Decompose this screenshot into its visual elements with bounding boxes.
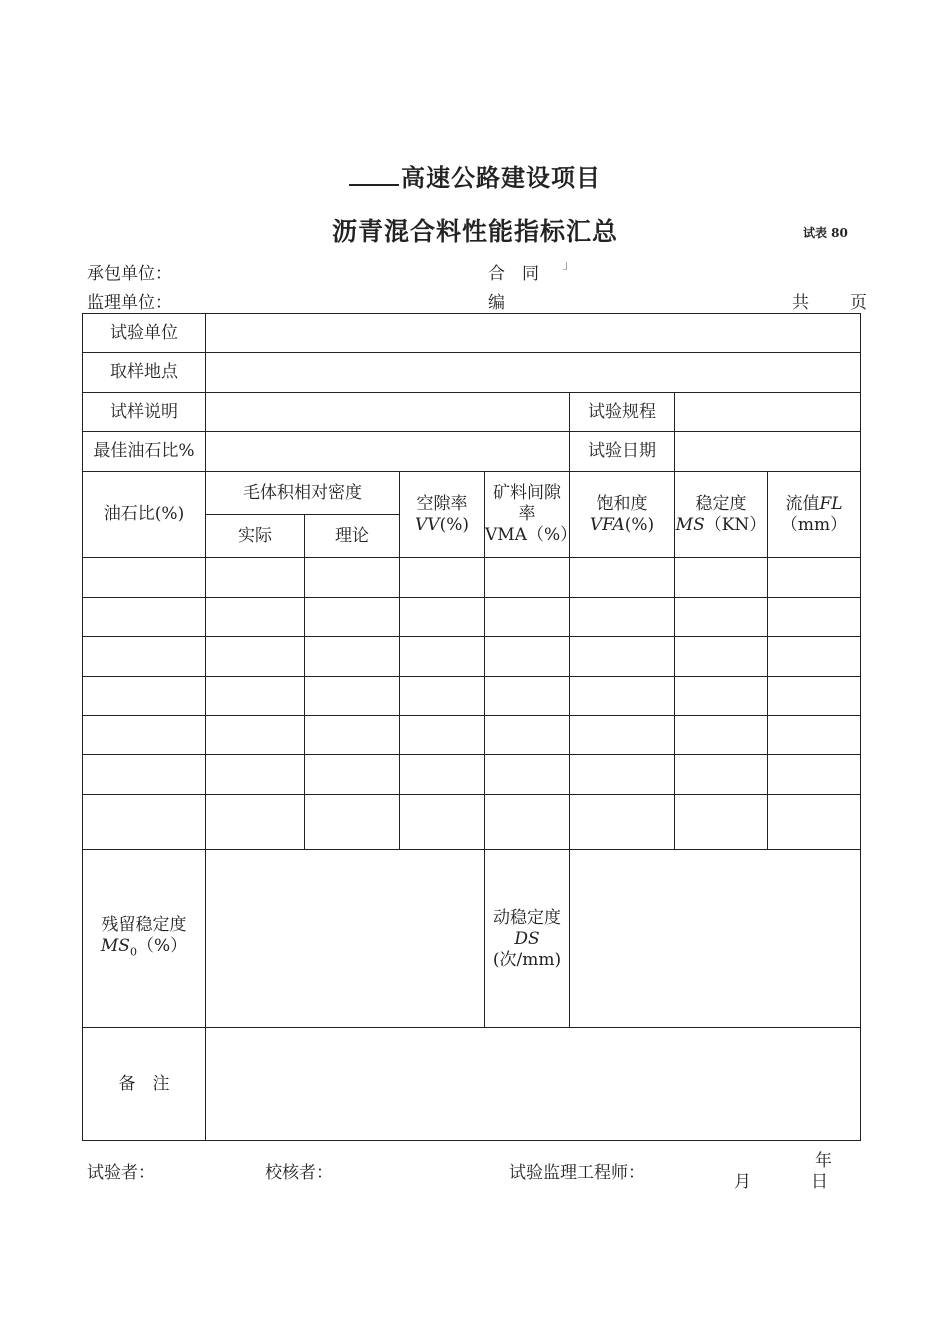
column-header-row-1 — [83, 472, 861, 515]
sampling-site-row — [83, 353, 861, 393]
form-title: 沥青混合料性能指标汇总 — [331, 217, 618, 246]
col-flow-symbol: FL — [819, 493, 843, 514]
stability-row — [83, 850, 861, 1028]
remarks-row — [83, 1028, 861, 1141]
test-date-label: 试验日期 — [570, 432, 675, 472]
sampling-site-value[interactable] — [206, 353, 861, 393]
residual-stability-subscript: 0 — [129, 945, 137, 959]
best-ratio-label: 最佳油石比% — [83, 432, 206, 472]
data-row — [83, 755, 861, 795]
cell[interactable] — [83, 716, 206, 755]
cell[interactable] — [768, 598, 861, 637]
cell[interactable] — [206, 755, 305, 795]
cell[interactable] — [400, 598, 485, 637]
serial-label: 编 — [488, 293, 505, 313]
cell[interactable] — [400, 558, 485, 598]
contract-mark: 」 — [563, 258, 574, 271]
cell[interactable] — [768, 558, 861, 598]
col-stability-unit: （KN） — [704, 514, 767, 535]
col-theory: 理论 — [305, 515, 400, 558]
test-spec-value[interactable] — [675, 393, 861, 432]
cell[interactable] — [768, 677, 861, 716]
cell[interactable] — [305, 637, 400, 677]
cell[interactable] — [675, 598, 768, 637]
cell[interactable] — [570, 716, 675, 755]
col-flow-label: 流值 — [785, 493, 820, 514]
cell[interactable] — [305, 755, 400, 795]
engineer-label: 试验监理工程师： — [509, 1163, 645, 1183]
cell[interactable] — [485, 598, 570, 637]
checker-label: 校核者： — [265, 1163, 333, 1183]
dynamic-stability-label — [485, 850, 570, 1028]
best-ratio-row — [83, 432, 861, 472]
cell[interactable] — [83, 755, 206, 795]
cell[interactable] — [206, 558, 305, 598]
data-row — [83, 716, 861, 755]
cell[interactable] — [400, 795, 485, 850]
cell[interactable] — [675, 755, 768, 795]
project-name-blank — [349, 164, 399, 186]
col-stability-label: 稳定度 — [695, 493, 747, 514]
cell[interactable] — [675, 716, 768, 755]
day-label: 日 — [811, 1172, 828, 1192]
dynamic-stability-text: 动稳定度 — [493, 908, 561, 928]
cell[interactable] — [570, 637, 675, 677]
col-vma-unit: VMA（%） — [485, 525, 578, 545]
data-row — [83, 637, 861, 677]
dynamic-stability-unit: (次/mm) — [492, 950, 562, 970]
cell[interactable] — [400, 716, 485, 755]
data-row — [83, 677, 861, 716]
cell[interactable] — [305, 716, 400, 755]
page-label: 页 — [850, 293, 867, 313]
form-number: 试表 80 — [803, 226, 848, 240]
supervisor-label: 监理单位： — [87, 293, 172, 313]
contract-label: 合 同 — [488, 264, 539, 284]
remarks-value[interactable] — [206, 1028, 861, 1141]
test-unit-label: 试验单位 — [83, 314, 206, 353]
cell[interactable] — [675, 558, 768, 598]
cell[interactable] — [485, 637, 570, 677]
cell[interactable] — [206, 677, 305, 716]
cell[interactable] — [570, 558, 675, 598]
cell[interactable] — [83, 598, 206, 637]
month-label: 月 — [734, 1172, 751, 1192]
cell[interactable] — [485, 755, 570, 795]
cell[interactable] — [400, 637, 485, 677]
tester-label: 试验者： — [87, 1163, 155, 1183]
col-voids-unit: (%) — [439, 514, 469, 535]
residual-stability-text: 残留稳定度 — [101, 914, 187, 935]
cell[interactable] — [206, 716, 305, 755]
cell[interactable] — [305, 598, 400, 637]
cell[interactable] — [400, 677, 485, 716]
performance-summary-table — [82, 313, 861, 1141]
col-stability-symbol: MS — [675, 514, 705, 535]
cell[interactable] — [570, 677, 675, 716]
cell[interactable] — [305, 677, 400, 716]
cell[interactable] — [305, 795, 400, 850]
col-bulk-density: 毛体积相对密度 — [206, 472, 400, 515]
cell[interactable] — [570, 598, 675, 637]
residual-stability-value[interactable] — [206, 850, 485, 1028]
col-vfa-unit: (%) — [624, 514, 655, 535]
contractor-label: 承包单位： — [87, 264, 172, 284]
col-vma — [485, 472, 578, 558]
data-row — [83, 598, 861, 637]
cell[interactable] — [485, 558, 570, 598]
sample-desc-label: 试样说明 — [83, 393, 206, 432]
cell[interactable] — [305, 558, 400, 598]
cell[interactable] — [768, 637, 861, 677]
project-title — [0, 158, 950, 193]
col-vfa-symbol: VFA — [589, 514, 625, 535]
cell[interactable] — [83, 637, 206, 677]
cell[interactable] — [485, 677, 570, 716]
dynamic-stability-value[interactable] — [570, 850, 861, 1028]
col-stability — [675, 472, 768, 558]
sample-desc-value[interactable] — [206, 393, 570, 432]
col-asphalt-ratio: 油石比(%) — [83, 472, 206, 558]
col-voids — [400, 472, 485, 558]
cell[interactable] — [400, 755, 485, 795]
col-flow — [768, 472, 861, 558]
residual-stability-symbol: MS — [100, 935, 130, 956]
cell[interactable] — [675, 637, 768, 677]
residual-stability-label — [83, 850, 206, 1028]
test-spec-label: 试验规程 — [570, 393, 675, 432]
col-vfa — [570, 472, 675, 558]
col-vma-label: 矿料间隙率 — [493, 483, 561, 524]
col-voids-symbol: VV — [415, 514, 440, 535]
year-label: 年 — [815, 1151, 832, 1171]
best-ratio-value[interactable] — [206, 432, 570, 472]
cell[interactable] — [206, 795, 305, 850]
cell[interactable] — [485, 795, 570, 850]
remarks-label: 备 注 — [83, 1028, 206, 1141]
cell[interactable] — [768, 716, 861, 755]
col-voids-label: 空隙率 — [416, 493, 468, 514]
sampling-site-label: 取样地点 — [83, 353, 206, 393]
cell[interactable] — [83, 795, 206, 850]
test-date-value[interactable] — [675, 432, 861, 472]
dynamic-stability-symbol: DS — [514, 929, 540, 949]
cell[interactable] — [485, 716, 570, 755]
cell[interactable] — [570, 795, 675, 850]
cell[interactable] — [83, 677, 206, 716]
cell[interactable] — [675, 795, 768, 850]
cell[interactable] — [768, 755, 861, 795]
col-actual: 实际 — [206, 515, 305, 558]
cell[interactable] — [768, 795, 861, 850]
sample-desc-row — [83, 393, 861, 432]
page-total-label: 共 — [792, 293, 809, 313]
project-title-text: 高速公路建设项目 — [401, 164, 601, 192]
cell[interactable] — [570, 755, 675, 795]
cell[interactable] — [83, 558, 206, 598]
cell[interactable] — [675, 677, 768, 716]
cell[interactable] — [206, 598, 305, 637]
cell[interactable] — [206, 637, 305, 677]
test-unit-row — [83, 314, 861, 353]
data-row — [83, 795, 861, 850]
data-row — [83, 558, 861, 598]
col-flow-unit: （mm） — [780, 514, 848, 535]
col-vfa-label: 饱和度 — [596, 493, 648, 514]
test-unit-value[interactable] — [206, 314, 861, 353]
residual-stability-unit: （%） — [136, 935, 188, 956]
